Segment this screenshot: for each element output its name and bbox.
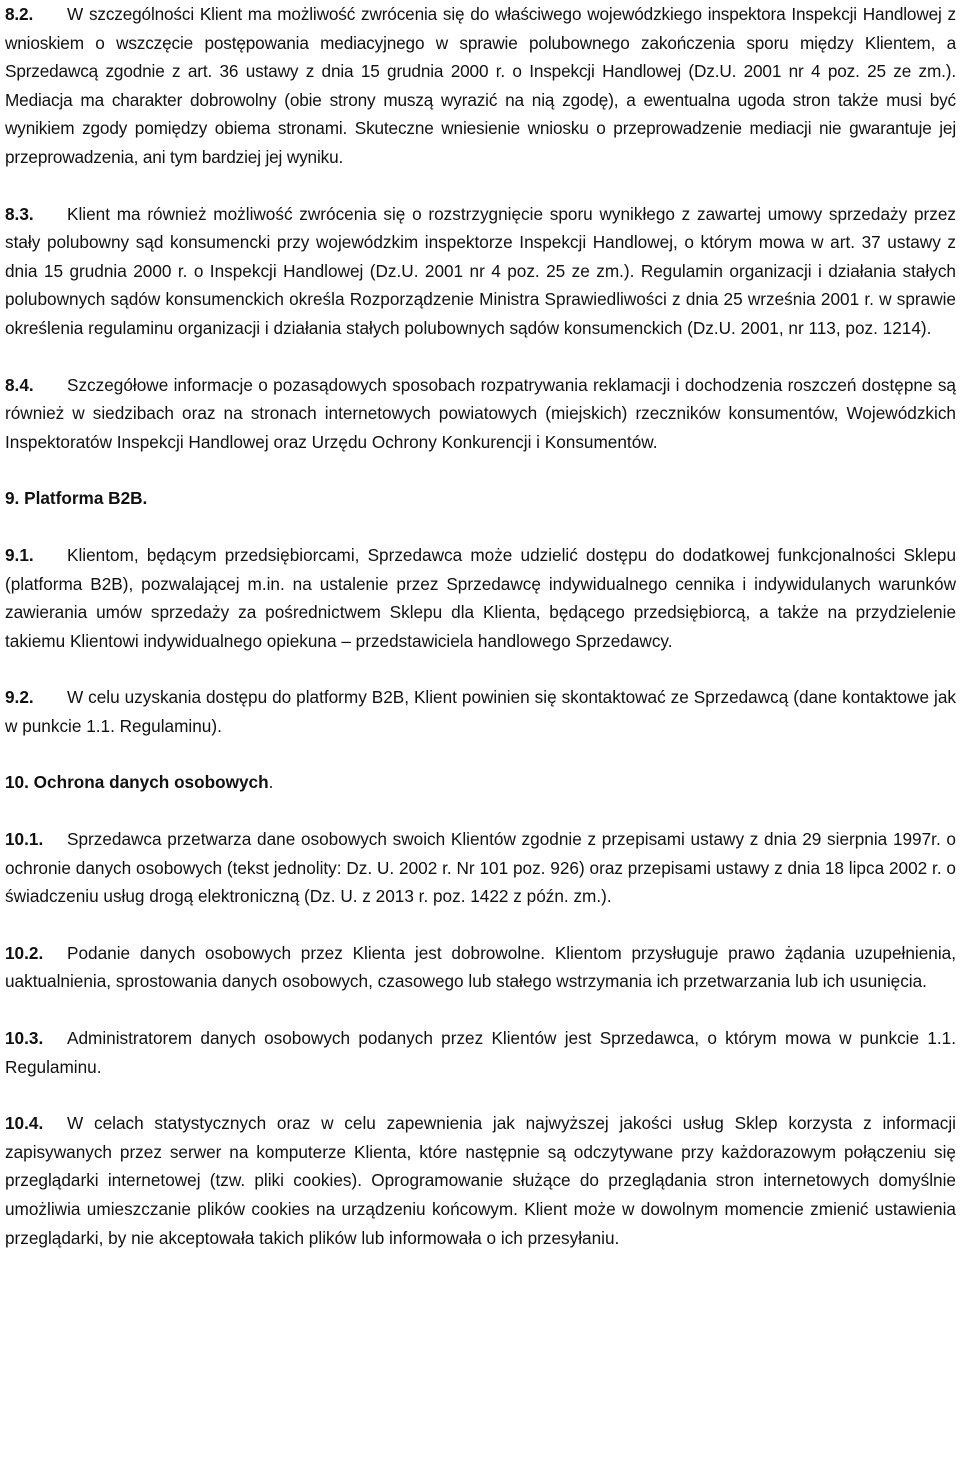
section-text: Podanie danych osobowych przez Klienta jest dobrowolne. Klientom przysługuje prawo żądania uzupełnienia, uaktualnienia, sprostowania danych osobowych, czasowego lub stałego wstrzymania ich przetwarzania lub ich usunięcia. [5, 942, 956, 992]
section-text: Administratorem danych osobowych podanych przez Klientów jest Sprzedawca, o którym mowa w punkcie 1.1. Regulaminu. [5, 1028, 956, 1077]
heading-section-10 [5, 768, 956, 797]
section-text: W celach statystycznych oraz w celu zapewnienia jak najwyższej jakości usług Sklep korzysta z informacji zapisywanych przez serwer na komputerze Klienta, które następnie są odczytywane przy każdorazowym połączeniu się przeglądarki internetowej (tzw. pliki cookies). Oprogramowanie służące do przeglądania stron internetowych domyślnie umożliwia umieszczanie plików cookies na urządzeniu końcowym. Klient może w dowolnym momencie zmienić ustawienia przeglądarki, by nie akceptowała takich plików lub informowała o ich przesyłaniu. [5, 1113, 956, 1248]
heading-section-9: 9. Platforma B2B. [5, 488, 148, 509]
section-number: 9.1. [5, 544, 34, 565]
heading-title: 10. Ochrona danych osobowych [5, 772, 269, 793]
section-text: W celu uzyskania dostępu do platformy B2B, Klient powinien się skontaktować ze Sprzedawcą (dane kontaktowe jak w punkcie 1.1. Regulaminu). [5, 687, 956, 736]
heading-dot: . [268, 772, 274, 793]
section-number: 8.2. [5, 4, 34, 24]
section-number: 10.1. [5, 829, 44, 850]
section-text: Szczegółowe informacje o pozasądowych sposobach rozpatrywania reklamacji i dochodzenia roszczeń dostępne są również w siedzibach oraz na stronach internetowych powiatowych (miejskich) rzeczników konsumentów, Wojewódzkich Inspektoratów Inspekcji Handlowej oraz Urzędu Ochrony Konkurencji i Konsumentów. [5, 374, 956, 452]
section-10-3 [5, 1024, 956, 1081]
section-text: Klientom, będącym przedsiębiorcami, Sprzedawca może udzielić dostępu do dodatkowej funkcjonalności Sklepu (platforma B2B), pozwalającej m.in. na ustalenie przez Sprzedawcę indywidualnego cennika i indywidulanych warunków zawierania umów sprzedaży za pośrednictwem Sklepu dla Klienta, będącego przedsiębiorcą, a także na przydzielenie takiemu Klientowi indywidualnego opiekuna – przedstawiciela handlowego Sprzedawcy. [5, 544, 956, 651]
section-9-1 [5, 541, 956, 655]
section-number: 10.2. [5, 942, 44, 963]
section-number: 9.2. [5, 687, 34, 708]
section-text: Sprzedawca przetwarza dane osobowych swoich Klientów zgodnie z przepisami ustawy z dnia 29 sierpnia 1997r. o ochronie danych osobowych (tekst jednolity: Dz. U. 2002 r. Nr 101 poz. 926) oraz przepisami ustawy z dnia 18 lipca 2002 r. o świadczeniu usług drogą elektroniczną (Dz. U. z 2013 r. poz. 1422 z późn. zm.). [5, 829, 956, 907]
section-8-4 [5, 371, 956, 457]
section-text: W szczególności Klient ma możliwość zwrócenia się do właściwego wojewódzkiego inspektora Inspekcji Handlowej z wnioskiem o wszczęcie postępowania mediacyjnego w sprawie polubownego zakończenia sporu między Klientem, a Sprzedawcą zgodnie z art. 36 ustawy z dnia 15 grudnia 2000 r. o Inspekcji Handlowej (Dz.U. 2001 nr 4 poz. 25 ze zm.). Mediacja ma charakter dobrowolny (obie strony muszą wyrazić na nią zgodę), a ewentualna ugoda stron także musi być wynikiem zgody pomiędzy obiema stronami. Skuteczne wniesienie wniosku o przeprowadzenie mediacji nie gwarantuje jej przeprowadzenia, ani tym bardziej jej wyniku. [5, 4, 956, 167]
section-8-2 [5, 0, 956, 172]
section-10-1 [5, 825, 956, 911]
section-text: Klient ma również możliwość zwrócenia się o rozstrzygnięcie sporu wynikłego z zawartej umowy sprzedaży przez stały polubowny sąd konsumencki przy wojewódzkim inspektorze Inspekcji Handlowej, o którym mowa w art. 37 ustawy z dnia 15 grudnia 2000 r. o Inspekcji Handlowej (Dz.U. 2001 nr 4 poz. 25 ze zm.). Regulamin organizacji i działania stałych polubownych sądów konsumenckich określa Rozporządzenie Ministra Sprawiedliwości z dnia 25 września 2001 r. w sprawie określenia regulaminu organizacji i działania stałych polubownych sądów konsumenckich (Dz.U. 2001, nr 113, poz. 1214). [5, 203, 956, 338]
section-10-4 [5, 1109, 956, 1252]
section-number: 10.3. [5, 1028, 44, 1049]
section-number: 8.3. [5, 203, 34, 224]
section-10-2 [5, 939, 956, 996]
section-9-2 [5, 683, 956, 740]
section-number: 8.4. [5, 374, 34, 395]
section-8-3 [5, 200, 956, 343]
section-number: 10.4. [5, 1113, 44, 1134]
